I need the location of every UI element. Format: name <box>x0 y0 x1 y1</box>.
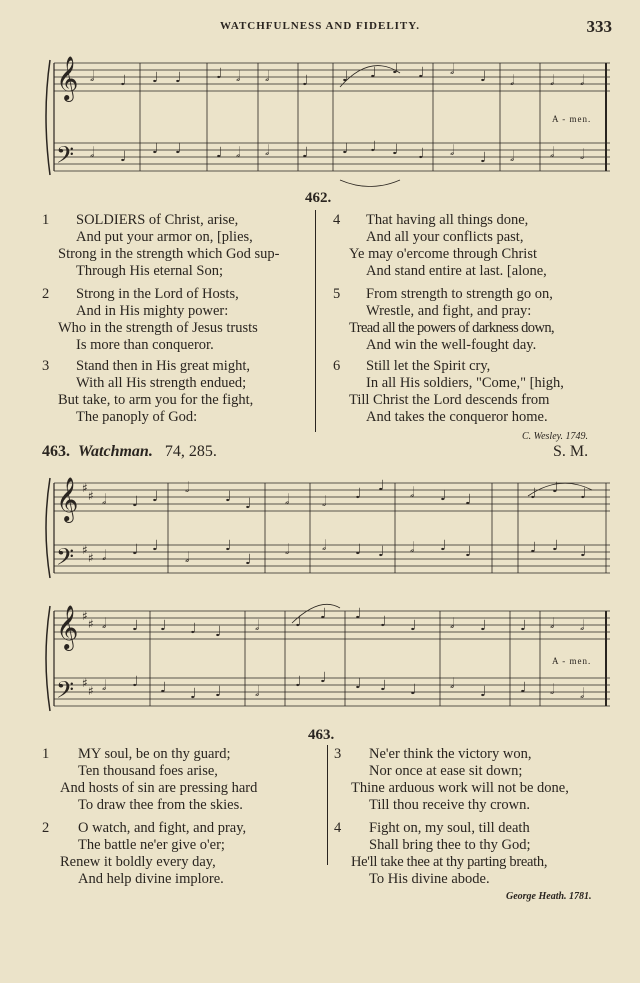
verse-line: But take, to arm you for the fight, <box>58 392 254 408</box>
attribution-463: George Heath. 1781. <box>506 891 592 902</box>
svg-text:♩: ♩ <box>342 141 349 157</box>
tune-number: 463. <box>42 443 70 460</box>
attribution-462: C. Wesley. 1749. <box>522 431 589 442</box>
verse-line: Ne'er think the victory won, <box>369 746 532 762</box>
verse-462-4 <box>333 212 623 282</box>
verse-463-4 <box>334 820 624 890</box>
verse-line: Fight on, my soul, till death <box>369 820 530 836</box>
svg-text:𝅗𝅥: 𝅗𝅥 <box>102 678 107 694</box>
verse-line: Stand then in His great might, <box>76 358 250 374</box>
svg-text:♩: ♩ <box>580 486 587 502</box>
verse-number: 1 <box>42 212 50 228</box>
svg-text:𝄞: 𝄞 <box>56 605 79 649</box>
svg-text:♩: ♩ <box>465 492 472 508</box>
verse-number: 2 <box>42 286 50 302</box>
svg-text:♯: ♯ <box>88 684 94 698</box>
verse-line: To draw thee from the skies. <box>78 797 243 813</box>
svg-text:𝅗𝅥: 𝅗𝅥 <box>550 616 555 632</box>
svg-text:♩: ♩ <box>370 65 377 81</box>
meter: S. M. <box>553 443 589 460</box>
verse-line: And stand entire at last. [alone, <box>366 263 547 279</box>
svg-text:♩: ♩ <box>215 624 222 640</box>
svg-text:𝅗𝅥: 𝅗𝅥 <box>322 494 327 510</box>
svg-text:♩: ♩ <box>410 682 417 698</box>
svg-text:♩: ♩ <box>120 73 127 89</box>
verse-line: Ten thousand foes arise, <box>78 763 218 779</box>
svg-text:♩: ♩ <box>410 618 417 634</box>
svg-text:♩: ♩ <box>530 540 537 556</box>
svg-text:♩: ♩ <box>440 538 447 554</box>
verse-line: With all His strength endued; <box>76 375 247 391</box>
svg-text:𝅗𝅥: 𝅗𝅥 <box>450 143 455 159</box>
verse-line: And help divine implore. <box>78 871 224 887</box>
svg-text:𝅗𝅥: 𝅗𝅥 <box>450 676 455 692</box>
svg-text:𝅗𝅥: 𝅗𝅥 <box>102 616 107 632</box>
svg-text:♩: ♩ <box>480 150 487 166</box>
svg-text:♩: ♩ <box>465 544 472 560</box>
svg-text:♩: ♩ <box>132 494 139 510</box>
verse-line: From strength to strength go on, <box>366 286 553 302</box>
svg-text:♩: ♩ <box>152 70 159 86</box>
svg-text:𝄞: 𝄞 <box>56 477 79 521</box>
svg-text:𝄢: 𝄢 <box>56 141 75 174</box>
svg-text:𝅗𝅥: 𝅗𝅥 <box>410 485 415 501</box>
svg-text:𝅗𝅥: 𝅗𝅥 <box>255 684 260 700</box>
verse-line: Shall bring thee to thy God; <box>369 837 531 853</box>
verse-line: Strong in the strength which God sup- <box>58 246 280 262</box>
svg-text:♩: ♩ <box>215 684 222 700</box>
verse-number: 4 <box>334 820 342 836</box>
verse-462-3 <box>42 358 322 428</box>
svg-text:♩: ♩ <box>355 606 362 622</box>
svg-text:♩: ♩ <box>342 69 349 85</box>
svg-text:♩: ♩ <box>216 66 223 82</box>
svg-text:♩: ♩ <box>245 552 252 568</box>
svg-text:𝅗𝅥: 𝅗𝅥 <box>550 682 555 698</box>
verse-line: Renew it boldly every day, <box>60 854 216 870</box>
svg-text:𝅗𝅥: 𝅗𝅥 <box>510 73 515 89</box>
verse-line: MY soul, be on thy guard; <box>78 746 231 762</box>
verse-line: To His divine abode. <box>369 871 490 887</box>
svg-text:♩: ♩ <box>132 618 139 634</box>
hymn-number-463: 463. <box>308 727 335 743</box>
verse-462-6 <box>333 358 623 428</box>
svg-text:♯: ♯ <box>88 489 94 503</box>
verse-line: Is more than conqueror. <box>76 337 214 353</box>
verse-line: Thine arduous work will not be done, <box>351 780 569 796</box>
svg-text:𝅗𝅥: 𝅗𝅥 <box>550 73 555 89</box>
verse-line: Still let the Spirit cry, <box>366 358 491 374</box>
tune-refs: 74, 285. <box>164 443 217 460</box>
verse-line: In all His soldiers, "Come," [high, <box>366 375 564 391</box>
svg-text:♩: ♩ <box>225 489 232 505</box>
score-462-svg <box>40 55 615 190</box>
svg-text:♩: ♩ <box>295 614 302 630</box>
svg-text:𝅗𝅥: 𝅗𝅥 <box>580 686 585 702</box>
verse-line: Till thou receive thy crown. <box>369 797 530 813</box>
verse-number: 5 <box>333 286 341 302</box>
svg-text:𝅗𝅥: 𝅗𝅥 <box>410 540 415 556</box>
tune-name: Watchman. <box>78 443 153 460</box>
music-score-462 <box>40 55 615 190</box>
svg-text:♩: ♩ <box>120 149 127 165</box>
verse-number: 1 <box>42 746 50 762</box>
svg-text:♩: ♩ <box>520 680 527 696</box>
svg-text:♩: ♩ <box>302 73 309 89</box>
svg-text:♩: ♩ <box>378 478 385 494</box>
svg-text:♩: ♩ <box>132 674 139 690</box>
verse-line: And in His mighty power: <box>76 303 229 319</box>
svg-text:𝅗𝅥: 𝅗𝅥 <box>580 147 585 163</box>
svg-text:♩: ♩ <box>132 542 139 558</box>
svg-text:𝅗𝅥: 𝅗𝅥 <box>90 145 95 161</box>
verse-line: And all your conflicts past, <box>366 229 524 245</box>
svg-text:𝅗𝅥: 𝅗𝅥 <box>510 149 515 165</box>
svg-text:♩: ♩ <box>392 142 399 158</box>
svg-text:𝅗𝅥: 𝅗𝅥 <box>285 492 290 508</box>
svg-text:𝅗𝅥: 𝅗𝅥 <box>90 69 95 85</box>
score-463-svg <box>40 468 615 723</box>
svg-text:♩: ♩ <box>245 496 252 512</box>
svg-text:♯: ♯ <box>82 676 88 690</box>
verse-line: The panoply of God: <box>76 409 198 425</box>
svg-text:𝅗𝅥: 𝅗𝅥 <box>185 480 190 496</box>
verse-line: Wrestle, and fight, and pray: <box>366 303 532 319</box>
verse-line: SOLDIERS of Christ, arise, <box>76 212 239 228</box>
music-score-463 <box>40 468 615 723</box>
svg-text:𝅗𝅥: 𝅗𝅥 <box>580 73 585 89</box>
svg-text:♩: ♩ <box>370 139 377 155</box>
verse-line: Strong in the Lord of Hosts, <box>76 286 239 302</box>
verse-462-5 <box>333 286 623 356</box>
verse-462-1 <box>42 212 322 282</box>
svg-text:♩: ♩ <box>380 614 387 630</box>
verse-number: 2 <box>42 820 50 836</box>
svg-text:♩: ♩ <box>480 618 487 634</box>
svg-text:♩: ♩ <box>175 141 182 157</box>
svg-text:♩: ♩ <box>320 606 327 622</box>
svg-text:♩: ♩ <box>190 621 197 637</box>
verse-number: 3 <box>334 746 342 762</box>
svg-text:♯: ♯ <box>82 609 88 623</box>
verse-number: 6 <box>333 358 341 374</box>
svg-text:♩: ♩ <box>580 544 587 560</box>
svg-text:𝅗𝅥: 𝅗𝅥 <box>450 616 455 632</box>
amen-463: A - men. <box>552 656 592 666</box>
svg-text:𝄞: 𝄞 <box>56 56 79 100</box>
svg-text:♩: ♩ <box>440 488 447 504</box>
svg-text:♩: ♩ <box>190 686 197 702</box>
svg-text:♩: ♩ <box>552 538 559 554</box>
svg-text:𝅗𝅥: 𝅗𝅥 <box>236 69 241 85</box>
svg-text:𝅗𝅥: 𝅗𝅥 <box>265 69 270 85</box>
svg-text:♩: ♩ <box>378 544 385 560</box>
svg-text:♩: ♩ <box>160 618 167 634</box>
verse-line: And win the well-fought day. <box>366 337 537 353</box>
svg-text:♩: ♩ <box>175 70 182 86</box>
svg-text:♩: ♩ <box>160 680 167 696</box>
svg-text:♩: ♩ <box>552 480 559 496</box>
verse-line: Nor once at ease sit down; <box>369 763 523 779</box>
svg-text:♩: ♩ <box>392 61 399 77</box>
svg-text:♩: ♩ <box>530 486 537 502</box>
verse-line: And takes the conqueror home. <box>366 409 548 425</box>
tune-heading-463 <box>42 443 217 461</box>
svg-text:♩: ♩ <box>380 678 387 694</box>
svg-text:♩: ♩ <box>355 542 362 558</box>
svg-text:♩: ♩ <box>418 146 425 162</box>
verse-line: Ye may o'ercome through Christ <box>349 246 538 262</box>
verse-463-3 <box>334 746 624 816</box>
running-header: WATCHFULNESS AND FIDELITY. <box>220 20 420 32</box>
svg-text:♩: ♩ <box>320 670 327 686</box>
svg-text:𝄢: 𝄢 <box>56 543 75 576</box>
svg-text:𝅗𝅥: 𝅗𝅥 <box>265 143 270 159</box>
svg-text:♩: ♩ <box>418 65 425 81</box>
svg-text:♩: ♩ <box>355 486 362 502</box>
verse-463-1 <box>42 746 327 816</box>
svg-text:𝄢: 𝄢 <box>56 676 75 709</box>
verse-462-2 <box>42 286 322 356</box>
svg-text:𝅗𝅥: 𝅗𝅥 <box>236 145 241 161</box>
verse-line: Tread all the powers of darkness down, <box>349 320 554 336</box>
verse-line: And hosts of sin are pressing hard <box>60 780 258 796</box>
svg-text:𝅗𝅥: 𝅗𝅥 <box>102 548 107 564</box>
verse-463-2 <box>42 820 327 890</box>
svg-text:♯: ♯ <box>88 617 94 631</box>
verse-number: 3 <box>42 358 50 374</box>
svg-text:♩: ♩ <box>520 618 527 634</box>
svg-text:𝅗𝅥: 𝅗𝅥 <box>322 538 327 554</box>
svg-text:𝅗𝅥: 𝅗𝅥 <box>102 492 107 508</box>
verse-line: And put your armor on, [plies, <box>76 229 253 245</box>
svg-text:♯: ♯ <box>88 551 94 565</box>
page-number: 333 <box>586 17 612 36</box>
verse-line: That having all things done, <box>366 212 529 228</box>
svg-text:𝅗𝅥: 𝅗𝅥 <box>255 618 260 634</box>
svg-text:♯: ♯ <box>82 481 88 495</box>
verse-line: Through His eternal Son; <box>76 263 223 279</box>
column-divider-463 <box>327 745 328 865</box>
svg-text:𝅗𝅥: 𝅗𝅥 <box>550 145 555 161</box>
svg-text:♩: ♩ <box>480 69 487 85</box>
svg-text:♯: ♯ <box>82 543 88 557</box>
svg-text:𝅗𝅥: 𝅗𝅥 <box>185 550 190 566</box>
svg-text:𝅗𝅥: 𝅗𝅥 <box>450 62 455 78</box>
svg-text:♩: ♩ <box>480 684 487 700</box>
verse-line: The battle ne'er give o'er; <box>78 837 225 853</box>
svg-text:𝅗𝅥: 𝅗𝅥 <box>285 542 290 558</box>
verse-line: Who in the strength of Jesus trusts <box>58 320 258 336</box>
amen-462: A - men. <box>552 114 592 124</box>
svg-text:♩: ♩ <box>302 145 309 161</box>
svg-text:♩: ♩ <box>152 489 159 505</box>
svg-text:♩: ♩ <box>152 538 159 554</box>
verse-number: 4 <box>333 212 341 228</box>
verse-line: Till Christ the Lord descends from <box>349 392 550 408</box>
hymn-number-462: 462. <box>305 190 332 206</box>
svg-text:♩: ♩ <box>225 538 232 554</box>
svg-text:♩: ♩ <box>295 674 302 690</box>
svg-text:♩: ♩ <box>152 141 159 157</box>
verse-line: He'll take thee at thy parting breath, <box>351 854 548 870</box>
svg-text:𝅗𝅥: 𝅗𝅥 <box>580 618 585 634</box>
svg-text:♩: ♩ <box>355 676 362 692</box>
verse-line: O watch, and fight, and pray, <box>78 820 247 836</box>
svg-text:♩: ♩ <box>216 145 223 161</box>
